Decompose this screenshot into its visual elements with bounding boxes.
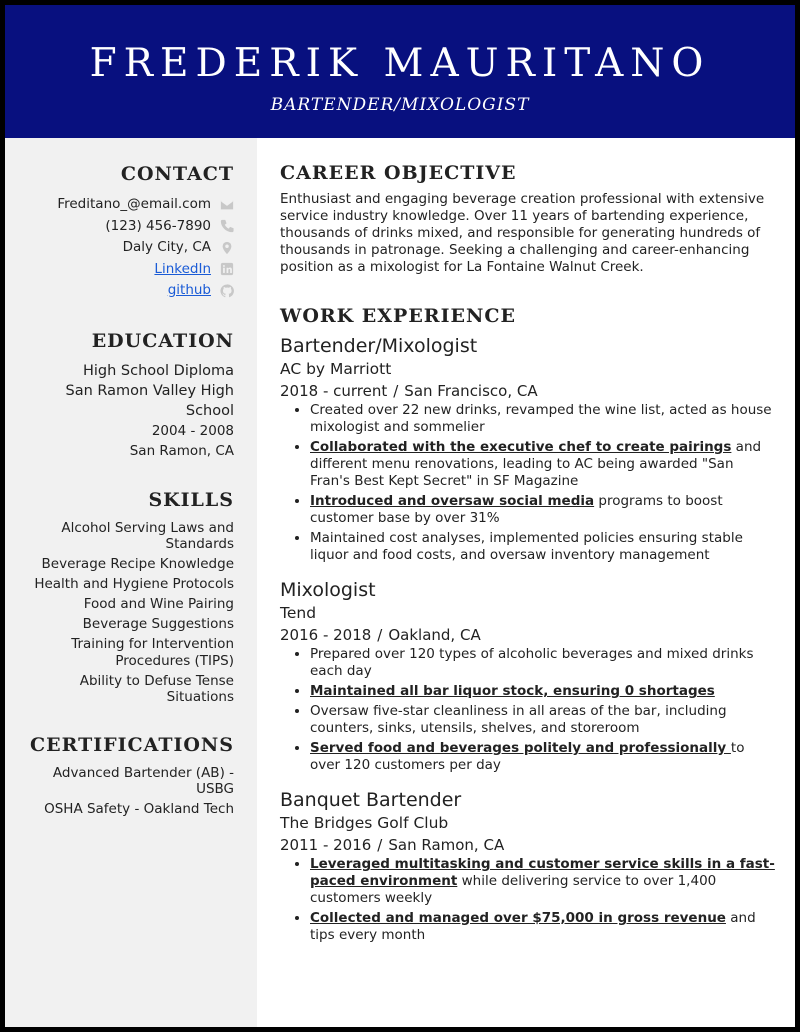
bullet-text: programs to boost customer base by over 31% [310, 493, 723, 526]
experience-section [280, 304, 775, 944]
job-dates: 2011 - 2016 [280, 836, 372, 854]
bullet-text: Maintained cost analyses, implemented policies ensuring stable liquor and food costs, and oversaw inventory management [310, 530, 743, 563]
location-text: Daly City, CA [122, 239, 211, 255]
bullet-bold: Served food and beverages politely and professionally [310, 740, 731, 756]
envelope-icon [219, 197, 234, 212]
skill-item: Food and Wine Pairing [83, 596, 234, 612]
skill-item: Alcohol Serving Laws and Standards [61, 519, 234, 552]
skills-heading: SKILLS [148, 488, 234, 511]
job-bullets [280, 402, 775, 564]
education-location: San Ramon, CA [129, 442, 234, 459]
job-company: AC by Marriott [280, 360, 392, 378]
candidate-title: BARTENDER/MIXOLOGIST [270, 95, 530, 115]
contact-heading: CONTACT [120, 163, 234, 185]
sidebar [5, 138, 257, 1032]
objective-section [280, 161, 775, 276]
job-bullet [310, 856, 775, 907]
job-bullet [310, 646, 775, 680]
job-dates: 2016 - 2018 [280, 626, 372, 644]
education-section [24, 329, 234, 461]
bullet-text: Created over 22 new drinks, revamped the wine list, acted as house mixologist and sommelier [310, 402, 772, 435]
skill-item: Training for Intervention Procedures (TIPS) [71, 636, 234, 669]
skill-item: Beverage Recipe Knowledge [41, 556, 234, 572]
objective-text: Enthusiast and engaging beverage creation professional with extensive service industry knowledge. Over 11 years of bartending experience, thousands of drinks mixed, and responsible for generating hundreds of thousands in patronage. Seeking a challenging and career-enhancing position as a mixologist for La Fontaine Walnut Creek. [280, 191, 765, 275]
job-bullet [310, 439, 775, 490]
contact-github [24, 280, 234, 302]
phone-text: (123) 456-7890 [105, 217, 211, 234]
certifications-section [24, 733, 234, 818]
bullet-text: and different menu renovations, leading to AC being awarded "San Fran's Best Kept Secret" in SF Magazine [310, 439, 762, 489]
contact-email [24, 194, 234, 216]
job-bullet [310, 493, 775, 527]
job-bullet [310, 740, 775, 774]
job-entry [280, 334, 775, 564]
certifications-heading: CERTIFICATIONS [30, 733, 234, 756]
bullet-text: and tips every month [310, 910, 756, 943]
contact-phone [24, 216, 234, 238]
phone-icon [219, 219, 234, 234]
bullet-bold: Introduced and oversaw social media [310, 493, 595, 509]
job-separator: / [377, 836, 383, 854]
job-separator: / [377, 626, 383, 644]
job-meta [280, 624, 775, 646]
job-bullets [280, 646, 775, 774]
bullet-text: Prepared over 120 types of alcoholic beverages and mixed drinks each day [310, 646, 754, 679]
job-meta [280, 380, 775, 402]
contact-location [24, 237, 234, 259]
job-bullet [310, 402, 775, 436]
job-bullet [310, 910, 775, 944]
job-title: Bartender/Mixologist [280, 335, 478, 357]
job-separator: / [393, 382, 399, 400]
candidate-name: FREDERIK MAURITANO [89, 41, 711, 86]
bullet-text: to over 120 customers per day [310, 740, 745, 773]
education-heading: EDUCATION [91, 329, 234, 352]
map-pin-icon [219, 240, 234, 255]
objective-heading: CAREER OBJECTIVE [280, 162, 517, 184]
contact-linkedin [24, 259, 234, 281]
education-school: San Ramon Valley High School [65, 382, 234, 419]
linkedin-icon [219, 262, 234, 277]
job-company: Tend [280, 604, 317, 622]
github-icon [219, 283, 234, 298]
job-title: Banquet Bartender [280, 789, 462, 811]
bullet-bold: Collaborated with the executive chef to create pairings [310, 439, 732, 455]
job-bullet [310, 703, 775, 737]
job-meta [280, 834, 775, 856]
job-entry [280, 788, 775, 944]
email-text: Freditano_@email.com [57, 196, 211, 212]
certification-item: OSHA Safety - Oakland Tech [44, 800, 234, 817]
job-dates: 2018 - current [280, 382, 388, 400]
bullet-bold: Leveraged multitasking and customer service skills in a fast-paced environment [310, 856, 775, 889]
skills-section [24, 488, 234, 706]
job-bullet [310, 683, 775, 700]
job-company: The Bridges Golf Club [280, 814, 449, 832]
skill-item: Beverage Suggestions [82, 616, 234, 632]
bullet-bold: Collected and managed over $75,000 in gross revenue [310, 910, 726, 926]
certification-item: Advanced Bartender (AB) - USBG [52, 764, 234, 797]
main-content [280, 161, 775, 958]
bullet-text: while delivering service to over 1,400 customers weekly [310, 873, 717, 906]
job-location: San Francisco, CA [404, 382, 538, 400]
linkedin-link[interactable]: LinkedIn [154, 260, 211, 277]
job-location: Oakland, CA [388, 626, 481, 644]
experience-heading: WORK EXPERIENCE [280, 305, 516, 327]
job-title: Mixologist [280, 579, 376, 601]
education-years: 2004 - 2008 [151, 422, 234, 439]
job-entry [280, 578, 775, 774]
skill-item: Health and Hygiene Protocols [34, 576, 234, 592]
job-bullets [280, 856, 775, 944]
job-bullet [310, 530, 775, 564]
job-location: San Ramon, CA [388, 836, 505, 854]
github-link[interactable]: github [167, 282, 211, 298]
contact-section [24, 162, 234, 302]
education-degree: High School Diploma [83, 362, 234, 379]
skill-item: Ability to Defuse Tense Situations [79, 672, 234, 705]
bullet-text: Oversaw five-star cleanliness in all areas of the bar, including counters, sinks, utensils, shelves, and storeroom [310, 703, 727, 736]
resume-header [5, 5, 795, 138]
bullet-bold: Maintained all bar liquor stock, ensuring 0 shortages [310, 683, 715, 699]
